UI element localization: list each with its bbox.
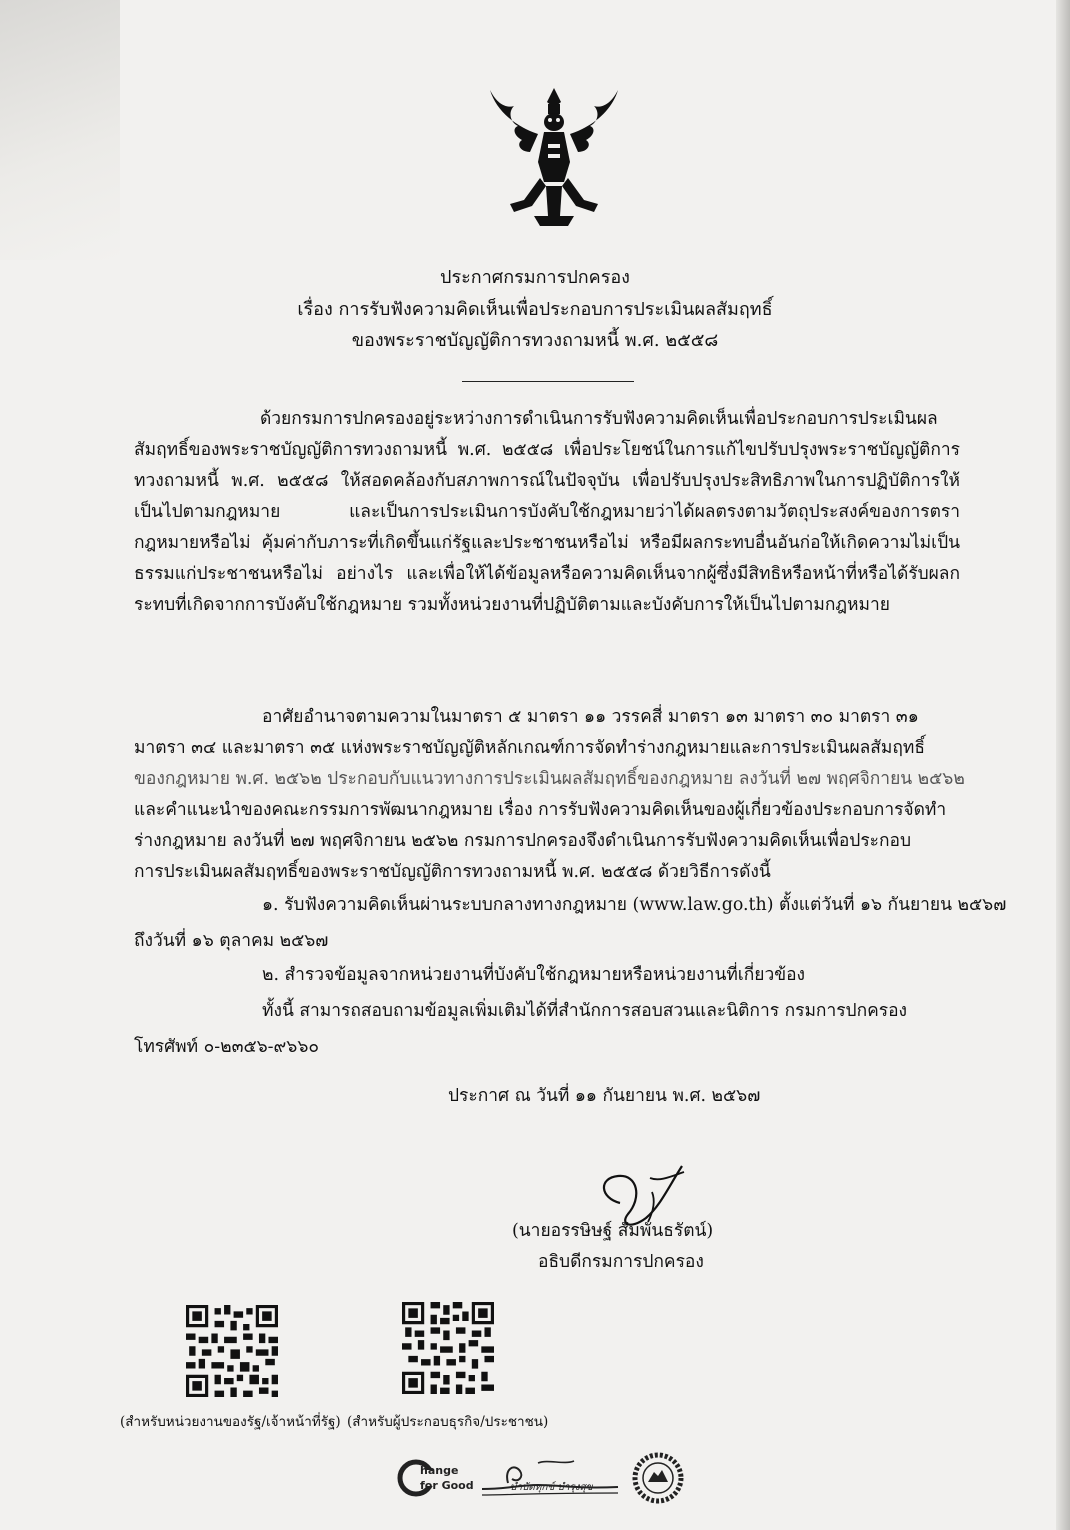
qr-caption-public: (สำหรับผู้ประกอบธุรกิจ/ประชาชน) — [347, 1414, 549, 1430]
announcement-title: ประกาศกรมการปกครอง — [440, 267, 630, 288]
contact-phone: โทรศัพท์ ๐-๒๓๕๖-๙๖๖๐ — [134, 1037, 319, 1057]
body-paragraph-2-line-6: การประเมินผลสัมฤทธิ์ของพระราชบัญญัติการทวงถามหนี้ พ.ศ. ๒๕๕๘ ด้วยวิธีการดังนี้ — [134, 862, 771, 882]
signatory-name: (นายอรรษิษฐ์ สัมพันธรัตน์) — [512, 1221, 714, 1241]
change-logo-text-1: hange — [420, 1464, 459, 1477]
contact-line: ทั้งนี้ สามารถสอบถามข้อมูลเพิ่มเติมได้ที่สำนักการสอบสวนและนิติการ กรมการปกครอง — [262, 1001, 908, 1021]
body-paragraph-2-line-1: อาศัยอำนาจตามความในมาตรา ๕ มาตรา ๑๑ วรรคสี่ มาตรา ๑๓ มาตรา ๓๐ มาตรา ๓๑ — [262, 707, 919, 727]
change-logo-text-2: for Good — [420, 1479, 474, 1492]
slogan-text: บำบัดทุกข์ บำรุงสุข — [510, 1482, 593, 1493]
announcement-date: ประกาศ ณ วันที่ ๑๑ กันยายน พ.ศ. ๒๕๖๗ — [448, 1086, 761, 1106]
method-item-2: ๒. สำรวจข้อมูลจากหน่วยงานที่บังคับใช้กฎหมายหรือหน่วยงานที่เกี่ยวข้อง — [262, 965, 806, 985]
body-paragraph-2-line-3: ของกฎหมาย พ.ศ. ๒๕๖๒ ประกอบกับแนวทางการประเมินผลสัมฤทธิ์ของกฎหมาย ลงวันที่ ๒๗ พฤศจิกายน ๒๕๖๒ — [134, 769, 965, 789]
body-paragraph-2-line-5: ร่างกฎหมาย ลงวันที่ ๒๗ พฤศจิกายน ๒๕๖๒ กรมการปกครองจึงดำเนินการรับฟังความคิดเห็นเพื่อประกอบ — [134, 831, 912, 851]
qr-code-public[interactable] — [402, 1302, 494, 1394]
qr-caption-government: (สำหรับหน่วยงานของรัฐ/เจ้าหน้าที่รัฐ) — [120, 1414, 341, 1430]
garuda-emblem — [478, 82, 630, 234]
method-item-1: ๑. รับฟังความคิดเห็นผ่านระบบกลางทางกฎหมาย (www.law.go.th) ตั้งแต่วันที่ ๑๖ กันยายน ๒๕๖๗ — [262, 895, 1007, 915]
dopa-seal-icon — [632, 1452, 684, 1504]
qr-code-government[interactable] — [186, 1305, 278, 1397]
body-paragraph-1: ด้วยกรมการปกครองอยู่ระหว่างการดำเนินการรับฟังความคิดเห็นเพื่อประกอบการประเมินผลสัมฤทธิ์ของพระราชบัญญัติการทวงถามหนี้ พ.ศ. ๒๕๕๘ เพื่อประโยชน์ในการแก้ไขปรับปรุงพระราชบัญญัติการทวงถามหนี้ พ.ศ. ๒๕๕๘ ให้สอดคล้องกับสภาพการณ์ในปัจจุบัน เพื่อปรับปรุงประสิทธิภาพในการปฏิบัติการให้เป็นไปตามกฎหมาย และเป็นการประเมินการบังคับใช้กฎหมายว่าได้ผลตรงตามวัตถุประสงค์ของการตรากฎหมายหรือไม่ คุ้มค่ากับภาระที่เกิดขึ้นแก่รัฐและประชาชนหรือไม่ หรือมีผลกระทบอื่นอันก่อให้เกิดความไม่เป็นธรรมแก่ประชาชนหรือไม่ อย่างไร และเพื่อให้ได้ข้อมูลหรือความคิดเห็นจากผู้ซึ่งมีสิทธิหรือหน้าที่หรือได้รับผลกระทบที่เกิดจากการบังคับใช้กฎหมาย รวมทั้งหน่วยงานที่ปฏิบัติตามและบังคับการให้เป็นไปตามกฎหมาย — [134, 409, 960, 615]
page-fold-shadow — [0, 0, 120, 260]
subject-line-2: ของพระราชบัญญัติการทวงถามหนี้ พ.ศ. ๒๕๕๘ — [351, 330, 719, 351]
body-paragraph-2-line-2: มาตรา ๓๔ และมาตรา ๓๕ แห่งพระราชบัญญัติหลักเกณฑ์การจัดทำร่างกฎหมายและการประเมินผลสัมฤทธิ์ — [134, 738, 925, 758]
body-paragraph-2-line-4: และคำแนะนำของคณะกรรมการพัฒนากฎหมาย เรื่อง การรับฟังความคิดเห็นของผู้เกี่ยวข้องประกอบการจัดทำ — [134, 800, 947, 820]
method-item-1-cont: ถึงวันที่ ๑๖ ตุลาคม ๒๕๖๗ — [134, 931, 329, 951]
header-divider — [462, 381, 634, 382]
page-edge-shadow — [1056, 0, 1070, 1530]
subject-line: เรื่อง การรับฟังความคิดเห็นเพื่อประกอบการประเมินผลสัมฤทธิ์ — [297, 299, 773, 320]
signatory-position: อธิบดีกรมการปกครอง — [538, 1252, 704, 1272]
